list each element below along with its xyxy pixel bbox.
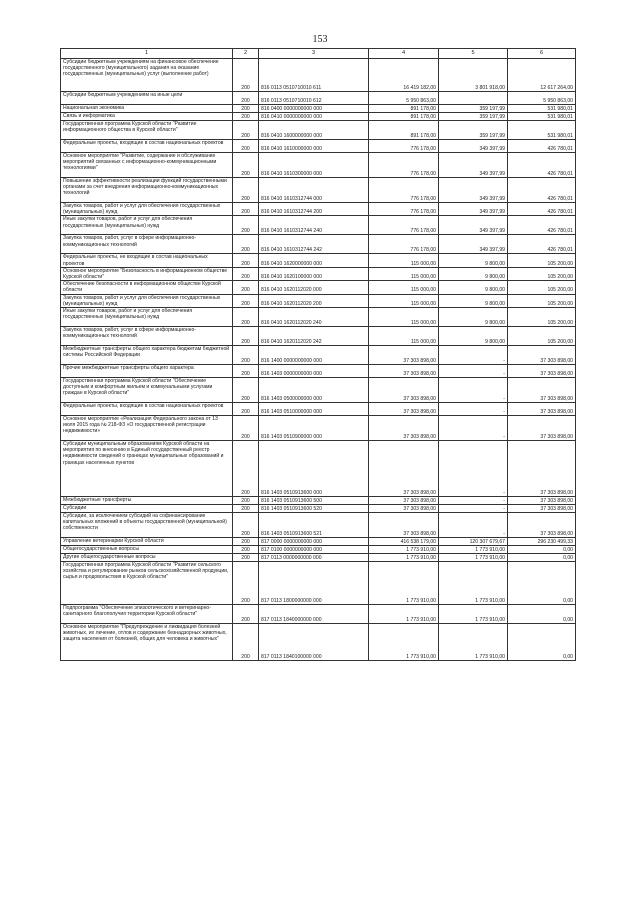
column-header: 2 <box>233 49 259 59</box>
approved-amount-cell: 37 303 898,00 <box>369 403 439 416</box>
table-row <box>61 113 576 121</box>
column-header: 6 <box>508 49 576 59</box>
budget-classification-code-cell: 816 0113 0510710010 612 <box>259 92 369 105</box>
budget-classification-code-cell: 817 0000 0000000000 000 <box>259 538 369 546</box>
executed-amount-cell: - <box>439 513 508 538</box>
budget-classification-code-cell: 816 0410 1620000000 000 <box>259 254 369 267</box>
budget-classification-code-cell: 816 1403 0500000000 000 <box>259 378 369 403</box>
row-name-cell: Федеральные проекты, входящие в состав национальных проектов <box>61 403 233 416</box>
unexecuted-amount-cell: 0,00 <box>508 554 576 562</box>
admin-code-cell: 200 <box>233 378 259 403</box>
budget-classification-code-cell: 816 0410 1610312744 000 <box>259 178 369 203</box>
executed-amount-cell: 1 773 910,00 <box>439 554 508 562</box>
admin-code-cell: 200 <box>233 140 259 153</box>
row-name-cell: Закупка товаров, работ, услуг в сфере информационно-коммуникационных технологий <box>61 235 233 254</box>
budget-classification-code-cell: 817 0113 1840000000 000 <box>259 605 369 624</box>
row-name-cell: Субсидии бюджетным учреждениям на иные цели <box>61 92 233 105</box>
table-row <box>61 254 576 267</box>
unexecuted-amount-cell: 426 780,01 <box>508 140 576 153</box>
executed-amount-cell: 349 397,99 <box>439 216 508 235</box>
unexecuted-amount-cell: 426 780,01 <box>508 216 576 235</box>
admin-code-cell: 200 <box>233 254 259 267</box>
table-row <box>61 605 576 624</box>
row-name-cell: Межбюджетные трансферты <box>61 497 233 505</box>
unexecuted-amount-cell: 37 303 898,00 <box>508 505 576 513</box>
executed-amount-cell: - <box>439 365 508 378</box>
executed-amount-cell: - <box>439 403 508 416</box>
table-row <box>61 346 576 365</box>
executed-amount-cell: 3 801 918,00 <box>439 59 508 92</box>
table-row <box>61 554 576 562</box>
executed-amount-cell: - <box>439 505 508 513</box>
executed-amount-cell: 9 800,00 <box>439 254 508 267</box>
admin-code-cell: 200 <box>233 416 259 441</box>
executed-amount-cell: - <box>439 378 508 403</box>
executed-amount-cell: 120 307 679,67 <box>439 538 508 546</box>
table-row <box>61 178 576 203</box>
unexecuted-amount-cell: 105 200,00 <box>508 267 576 280</box>
approved-amount-cell: 37 303 898,00 <box>369 497 439 505</box>
admin-code-cell: 200 <box>233 178 259 203</box>
table-row <box>61 267 576 280</box>
row-name-cell: Основное мероприятие "Безопасность в информационном обществе Курской области" <box>61 267 233 280</box>
table-row <box>61 497 576 505</box>
executed-amount-cell: 349 397,99 <box>439 203 508 216</box>
unexecuted-amount-cell: 12 617 264,00 <box>508 59 576 92</box>
table-row <box>61 92 576 105</box>
unexecuted-amount-cell: 531 980,01 <box>508 113 576 121</box>
row-name-cell: Национальная экономика <box>61 105 233 113</box>
column-header: 5 <box>439 49 508 59</box>
budget-classification-code-cell: 816 0410 1610312744 242 <box>259 235 369 254</box>
approved-amount-cell: 1 773 910,00 <box>369 546 439 554</box>
unexecuted-amount-cell: 37 303 898,00 <box>508 346 576 365</box>
budget-classification-code-cell: 816 1403 0510900000 000 <box>259 416 369 441</box>
admin-code-cell: 200 <box>233 497 259 505</box>
unexecuted-amount-cell: 426 780,01 <box>508 203 576 216</box>
approved-amount-cell: 1 773 910,00 <box>369 624 439 661</box>
admin-code-cell: 200 <box>233 267 259 280</box>
table-row <box>61 294 576 307</box>
admin-code-cell: 200 <box>233 203 259 216</box>
unexecuted-amount-cell: 37 303 898,00 <box>508 365 576 378</box>
executed-amount-cell: - <box>439 416 508 441</box>
approved-amount-cell: 1 773 910,00 <box>369 554 439 562</box>
executed-amount-cell: 359 197,99 <box>439 121 508 140</box>
approved-amount-cell: 115 000,00 <box>369 294 439 307</box>
table-row <box>61 153 576 178</box>
budget-table <box>60 48 576 661</box>
unexecuted-amount-cell: 37 303 898,00 <box>508 513 576 538</box>
approved-amount-cell: 37 303 898,00 <box>369 346 439 365</box>
table-row <box>61 403 576 416</box>
table-row <box>61 105 576 113</box>
approved-amount-cell: 37 303 898,00 <box>369 378 439 403</box>
table-row <box>61 365 576 378</box>
row-name-cell: Государственная программа Курской области "Развитие информационного общества в Курской области" <box>61 121 233 140</box>
table-row <box>61 216 576 235</box>
table-row <box>61 513 576 538</box>
budget-classification-code-cell: 816 0410 1620112020 000 <box>259 281 369 294</box>
budget-classification-code-cell: 816 0410 1620112020 200 <box>259 294 369 307</box>
budget-classification-code-cell: 816 0410 1620100000 000 <box>259 267 369 280</box>
executed-amount-cell: 359 197,99 <box>439 105 508 113</box>
approved-amount-cell: 776 178,00 <box>369 153 439 178</box>
admin-code-cell: 200 <box>233 505 259 513</box>
table-row <box>61 562 576 605</box>
unexecuted-amount-cell: 105 200,00 <box>508 294 576 307</box>
approved-amount-cell: 416 538 179,00 <box>369 538 439 546</box>
unexecuted-amount-cell: 531 980,01 <box>508 121 576 140</box>
unexecuted-amount-cell: 0,00 <box>508 562 576 605</box>
table-row <box>61 505 576 513</box>
executed-amount-cell: 1 773 910,00 <box>439 624 508 661</box>
budget-classification-code-cell: 816 1403 0510913600 520 <box>259 505 369 513</box>
approved-amount-cell: 776 178,00 <box>369 178 439 203</box>
unexecuted-amount-cell: 37 303 898,00 <box>508 497 576 505</box>
unexecuted-amount-cell: 426 780,01 <box>508 153 576 178</box>
row-name-cell: Основное мероприятие "Развитие, содержание и обслуживание мероприятий связанных с информационно-коммуникационными технологиями" <box>61 153 233 178</box>
column-header: 3 <box>259 49 369 59</box>
table-row <box>61 140 576 153</box>
column-header: 4 <box>369 49 439 59</box>
row-name-cell: Государственная программа Курской области "Обеспечение доступным и комфортным жильем и коммунальными услугами граждан в Курской области" <box>61 378 233 403</box>
budget-classification-code-cell: 816 0410 1620112020 240 <box>259 308 369 327</box>
executed-amount-cell: 9 800,00 <box>439 281 508 294</box>
admin-code-cell: 200 <box>233 113 259 121</box>
admin-code-cell: 200 <box>233 121 259 140</box>
admin-code-cell: 200 <box>233 216 259 235</box>
unexecuted-amount-cell: 37 303 898,00 <box>508 378 576 403</box>
table-row <box>61 416 576 441</box>
unexecuted-amount-cell: 37 303 898,00 <box>508 441 576 497</box>
budget-classification-code-cell: 816 1403 0510913600 500 <box>259 497 369 505</box>
unexecuted-amount-cell: 105 200,00 <box>508 308 576 327</box>
approved-amount-cell: 37 303 898,00 <box>369 416 439 441</box>
executed-amount-cell: 349 397,99 <box>439 178 508 203</box>
approved-amount-cell: 115 000,00 <box>369 254 439 267</box>
admin-code-cell: 200 <box>233 538 259 546</box>
approved-amount-cell: 37 303 898,00 <box>369 513 439 538</box>
admin-code-cell: 200 <box>233 235 259 254</box>
approved-amount-cell: 115 000,00 <box>369 327 439 346</box>
approved-amount-cell: 37 303 898,00 <box>369 505 439 513</box>
approved-amount-cell: 776 178,00 <box>369 235 439 254</box>
unexecuted-amount-cell: 105 200,00 <box>508 281 576 294</box>
executed-amount-cell: 349 397,99 <box>439 235 508 254</box>
approved-amount-cell: 1 773 910,00 <box>369 605 439 624</box>
budget-classification-code-cell: 816 0410 1620112020 242 <box>259 327 369 346</box>
unexecuted-amount-cell: 531 980,01 <box>508 105 576 113</box>
admin-code-cell: 200 <box>233 441 259 497</box>
budget-classification-code-cell: 816 1403 0510000000 000 <box>259 403 369 416</box>
table-row <box>61 203 576 216</box>
executed-amount-cell <box>439 92 508 105</box>
executed-amount-cell: 1 773 910,00 <box>439 546 508 554</box>
approved-amount-cell: 891 178,00 <box>369 113 439 121</box>
table-row <box>61 59 576 92</box>
unexecuted-amount-cell: 0,00 <box>508 605 576 624</box>
executed-amount-cell: 9 800,00 <box>439 267 508 280</box>
unexecuted-amount-cell: 37 303 898,00 <box>508 403 576 416</box>
row-name-cell: Закупка товаров, работ, услуг в сфере информационно-коммуникационных технологий <box>61 327 233 346</box>
admin-code-cell: 200 <box>233 365 259 378</box>
row-name-cell: Закупка товаров, работ и услуг для обеспечения государственных (муниципальных) нужд <box>61 294 233 307</box>
unexecuted-amount-cell: 0,00 <box>508 624 576 661</box>
executed-amount-cell: 349 397,99 <box>439 140 508 153</box>
admin-code-cell: 200 <box>233 105 259 113</box>
unexecuted-amount-cell: 426 780,01 <box>508 178 576 203</box>
approved-amount-cell: 37 303 898,00 <box>369 365 439 378</box>
approved-amount-cell: 776 178,00 <box>369 140 439 153</box>
column-header: 1 <box>61 49 233 59</box>
row-name-cell: Общегосударственные вопросы <box>61 546 233 554</box>
table-row <box>61 327 576 346</box>
budget-classification-code-cell: 816 0410 1610300000 000 <box>259 153 369 178</box>
row-name-cell: Федеральные проекты, входящие в состав национальных проектов <box>61 140 233 153</box>
admin-code-cell: 200 <box>233 562 259 605</box>
table-row <box>61 308 576 327</box>
executed-amount-cell: - <box>439 441 508 497</box>
admin-code-cell: 200 <box>233 403 259 416</box>
admin-code-cell: 200 <box>233 554 259 562</box>
unexecuted-amount-cell: 426 780,01 <box>508 235 576 254</box>
row-name-cell: Субсидии бюджетным учреждениям на финансовое обеспечение государственного (муниципального) задания на оказание государственных (муниципальных) услуг (выполнение работ) <box>61 59 233 92</box>
approved-amount-cell: 115 000,00 <box>369 308 439 327</box>
budget-classification-code-cell: 817 0113 1840100000 000 <box>259 624 369 661</box>
admin-code-cell: 200 <box>233 327 259 346</box>
admin-code-cell: 200 <box>233 92 259 105</box>
admin-code-cell: 200 <box>233 605 259 624</box>
approved-amount-cell: 37 303 898,00 <box>369 441 439 497</box>
admin-code-cell: 200 <box>233 624 259 661</box>
row-name-cell: Межбюджетные трансферты общего характера бюджетам бюджетной системы Российской Федерации <box>61 346 233 365</box>
budget-classification-code-cell: 816 1403 0510913600 000 <box>259 441 369 497</box>
row-name-cell: Связь и информатика <box>61 113 233 121</box>
page-number: 153 <box>312 34 328 45</box>
budget-classification-code-cell: 817 0113 1800000000 000 <box>259 562 369 605</box>
approved-amount-cell: 16 419 182,00 <box>369 59 439 92</box>
executed-amount-cell: 9 800,00 <box>439 308 508 327</box>
unexecuted-amount-cell: 5 950 863,00 <box>508 92 576 105</box>
admin-code-cell: 200 <box>233 59 259 92</box>
approved-amount-cell: 891 178,00 <box>369 105 439 113</box>
row-name-cell: Основное мероприятие «Реализация Федерального закона от 13 июля 2015 года № 218-ФЗ «О государственной регистрации недвижимости» <box>61 416 233 441</box>
row-name-cell: Федеральные проекты, не входящие в состав национальных проектов <box>61 254 233 267</box>
budget-classification-code-cell: 816 0410 1610312744 200 <box>259 203 369 216</box>
approved-amount-cell: 891 178,00 <box>369 121 439 140</box>
admin-code-cell: 200 <box>233 308 259 327</box>
row-name-cell: Государственная программа Курской области "Развитие сельского хозяйства и регулирование рынков сельскохозяйственной продукции, сырья и продовольствия в Курской области" <box>61 562 233 605</box>
table-row <box>61 281 576 294</box>
admin-code-cell: 200 <box>233 346 259 365</box>
executed-amount-cell: 349 397,99 <box>439 153 508 178</box>
approved-amount-cell: 115 000,00 <box>369 267 439 280</box>
budget-classification-code-cell: 816 0410 1610000000 000 <box>259 140 369 153</box>
row-name-cell: Повышение эффективности реализации функций государственными органами за счет внедрения информационно-коммуникационных технологий <box>61 178 233 203</box>
executed-amount-cell: 359 197,99 <box>439 113 508 121</box>
table-row <box>61 538 576 546</box>
budget-classification-code-cell: 817 0100 0000000000 000 <box>259 546 369 554</box>
budget-classification-code-cell: 816 0400 0000000000 000 <box>259 105 369 113</box>
approved-amount-cell: 5 950 863,00 <box>369 92 439 105</box>
unexecuted-amount-cell: 0,00 <box>508 546 576 554</box>
table-row <box>61 235 576 254</box>
table-row <box>61 441 576 497</box>
admin-code-cell: 200 <box>233 281 259 294</box>
row-name-cell: Другие общегосударственные вопросы <box>61 554 233 562</box>
row-name-cell: Субсидии <box>61 505 233 513</box>
budget-classification-code-cell: 816 0410 1610312744 240 <box>259 216 369 235</box>
row-name-cell: Иные закупки товаров, работ и услуг для обеспечения государственных (муниципальных) нужд <box>61 308 233 327</box>
row-name-cell: Обеспечение безопасности в информационном обществе Курской области <box>61 281 233 294</box>
budget-classification-code-cell: 816 1400 0000000000 000 <box>259 346 369 365</box>
admin-code-cell: 200 <box>233 546 259 554</box>
table-header-row <box>61 49 576 59</box>
executed-amount-cell: - <box>439 346 508 365</box>
budget-classification-code-cell: 816 0410 1600000000 000 <box>259 121 369 140</box>
row-name-cell: Субсидии муниципальным образованиям Курской области на мероприятия по внесению в Единый государственный реестр недвижимости сведений о границах муниципальных образований и границах населенных пунктов <box>61 441 233 497</box>
unexecuted-amount-cell: 105 200,00 <box>508 254 576 267</box>
approved-amount-cell: 1 773 910,00 <box>369 562 439 605</box>
table-row <box>61 121 576 140</box>
budget-classification-code-cell: 816 0410 0000000000 000 <box>259 113 369 121</box>
table-row <box>61 546 576 554</box>
unexecuted-amount-cell: 296 230 499,33 <box>508 538 576 546</box>
approved-amount-cell: 776 178,00 <box>369 203 439 216</box>
budget-classification-code-cell: 816 1403 0510913600 521 <box>259 513 369 538</box>
table-row <box>61 624 576 661</box>
executed-amount-cell: 1 773 910,00 <box>439 562 508 605</box>
admin-code-cell: 200 <box>233 513 259 538</box>
budget-classification-code-cell: 816 1403 0000000000 000 <box>259 365 369 378</box>
budget-classification-code-cell: 817 0113 0000000000 000 <box>259 554 369 562</box>
table-row <box>61 378 576 403</box>
budget-classification-code-cell: 816 0113 0510710010 611 <box>259 59 369 92</box>
executed-amount-cell: - <box>439 497 508 505</box>
row-name-cell: Иные закупки товаров, работ и услуг для обеспечения государственных (муниципальных) нужд <box>61 216 233 235</box>
executed-amount-cell: 9 800,00 <box>439 294 508 307</box>
row-name-cell: Субсидии, за исключением субсидий на софинансирование капитальных вложений в объекты государственной (муниципальной) собственности <box>61 513 233 538</box>
admin-code-cell: 200 <box>233 153 259 178</box>
executed-amount-cell: 1 773 910,00 <box>439 605 508 624</box>
row-name-cell: Подпрограмма "Обеспечение эпизоотического и ветеринарно-санитарного благополучия территории Курской области" <box>61 605 233 624</box>
approved-amount-cell: 776 178,00 <box>369 216 439 235</box>
approved-amount-cell: 115 000,00 <box>369 281 439 294</box>
unexecuted-amount-cell: 105 200,00 <box>508 327 576 346</box>
row-name-cell: Основное мероприятие "Предупреждение и ликвидация болезней животных, их лечение, отлов и содержание безнадзорных животных, защита населения от болезней, общих для человека и животных" <box>61 624 233 661</box>
row-name-cell: Прочие межбюджетные трансферты общего характера <box>61 365 233 378</box>
unexecuted-amount-cell: 37 303 898,00 <box>508 416 576 441</box>
executed-amount-cell: 9 800,00 <box>439 327 508 346</box>
admin-code-cell: 200 <box>233 294 259 307</box>
row-name-cell: Управление ветеринарии Курской области <box>61 538 233 546</box>
row-name-cell: Закупка товаров, работ и услуг для обеспечения государственных (муниципальных) нужд <box>61 203 233 216</box>
